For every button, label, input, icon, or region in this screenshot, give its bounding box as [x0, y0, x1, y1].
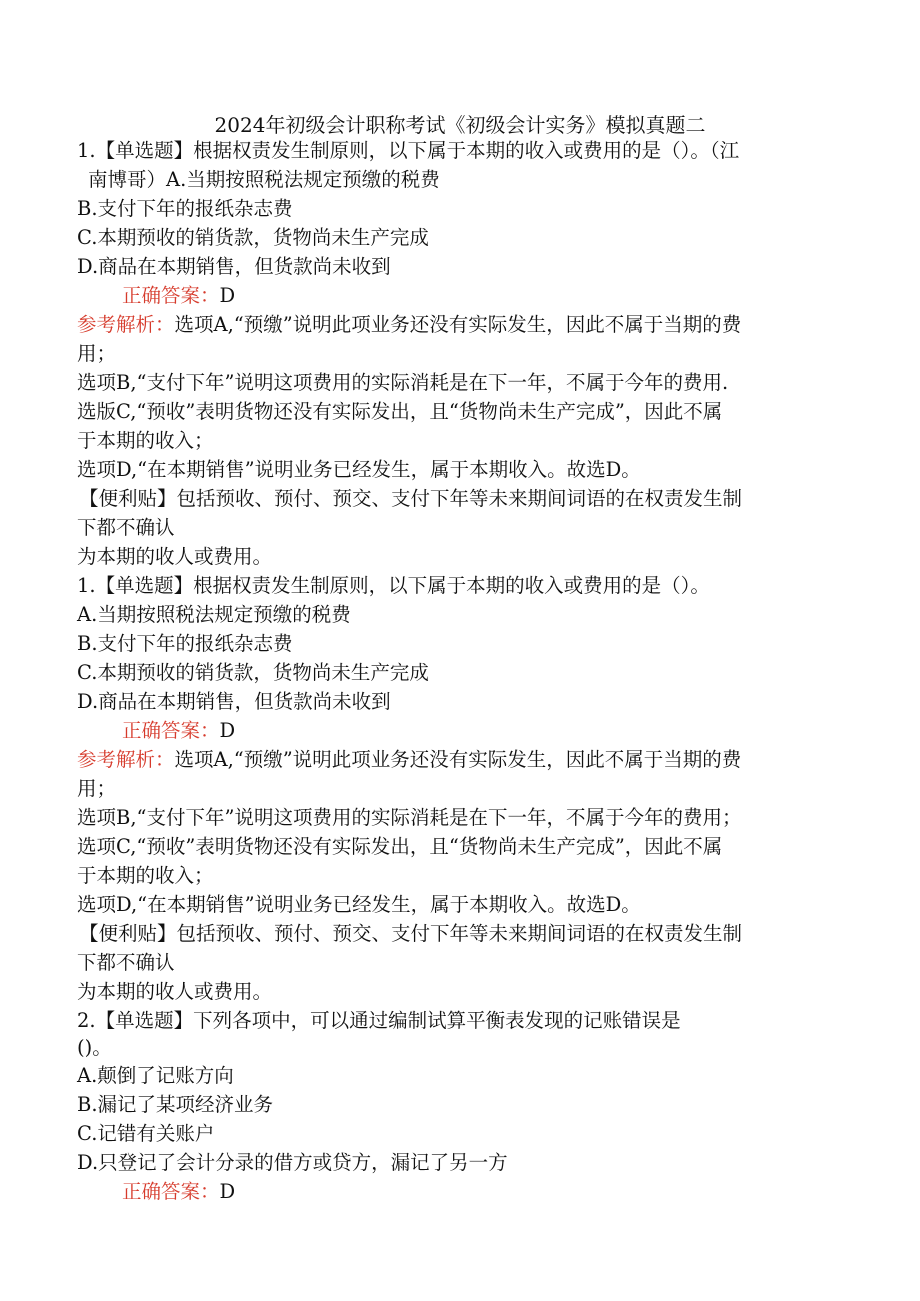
correct-answer: [77, 281, 847, 310]
option-c: C.记错有关账户: [77, 1122, 215, 1145]
correct-answer: [77, 1177, 847, 1206]
analysis-line: 选项C,“预收”表明货物还没有实际发出，且“货物尚未生产完成”，因此不属: [77, 835, 723, 858]
tip-line: 【便利贴】包括预收、预付、预交、支付下年等未来期间词语的在权责发生制: [79, 922, 743, 945]
analysis-line: 选项D,“在本期销售”说明业务已经发生，属于本期收入。故选D。: [77, 893, 641, 916]
option-b: B.支付下年的报纸杂志费: [77, 197, 293, 220]
analysis-line: 用；: [77, 342, 117, 365]
option-b: B.支付下年的报纸杂志费: [77, 632, 293, 655]
answer-label: 正确答案：: [122, 284, 220, 307]
tip-line: 为本期的收人或费用。: [77, 980, 273, 1003]
option-a: A.颠倒了记账方向: [77, 1064, 234, 1087]
option-d: D.商品在本期销售，但货款尚未收到: [77, 255, 391, 278]
question-stem-line: ()。: [77, 1036, 112, 1059]
analysis-line: 选项B,“支付下年”说明这项费用的实际消耗是在下一年，不属于今年的费用；: [77, 806, 742, 829]
analysis-line: 选项D,“在本期销售”说明业务已经发生，属于本期收入。故选D。: [77, 458, 641, 481]
question-2: [77, 1006, 847, 1206]
option-d: D.商品在本期销售，但货款尚未收到: [77, 690, 391, 713]
analysis-line: 选项B,“支付下年”说明这项费用的实际消耗是在下一年，不属于今年的费用.: [77, 371, 729, 394]
document-body: [77, 136, 847, 1206]
answer-value: D: [219, 1180, 236, 1203]
tip-line: 下都不确认: [77, 951, 175, 974]
option-d: D.只登记了会计分录的借方或贷方，漏记了另一方: [77, 1151, 508, 1174]
option-c: C.本期预收的销货款，货物尚未生产完成: [77, 226, 429, 249]
analysis-line: [77, 745, 847, 774]
option-a: A.当期按照税法规定预缴的税费: [77, 603, 351, 626]
question-stem-line: 2.【单选题】下列各项中，可以通过编制试算平衡表发现的记账错误是: [77, 1009, 681, 1032]
tip-line: 下都不确认: [77, 516, 175, 539]
analysis-text: 选项A,“预缴”说明此项业务还没有实际发生，因此不属于当期的费: [174, 748, 742, 771]
correct-answer: [77, 716, 847, 745]
analysis-line: 选版C,“预收”表明货物还没有实际发出，且“货物尚未生产完成”，因此不属: [77, 400, 723, 423]
answer-label: 正确答案：: [122, 719, 220, 742]
question-stem-line: 南博哥）A.当期按照税法规定预缴的税费: [88, 168, 440, 191]
answer-value: D: [219, 284, 236, 307]
question-1b: [77, 571, 847, 1006]
analysis-label: 参考解析：: [77, 748, 175, 771]
question-1a: [77, 136, 847, 571]
option-c: C.本期预收的销货款，货物尚未生产完成: [77, 661, 429, 684]
tip-line: 为本期的收人或费用。: [77, 545, 273, 568]
analysis-label: 参考解析：: [77, 313, 175, 336]
document-title: 2024年初级会计职称考试《初级会计实务》模拟真题二: [214, 113, 706, 137]
analysis-line: 于本期的收入；: [77, 429, 214, 452]
answer-label: 正确答案：: [122, 1180, 220, 1203]
analysis-line: 用；: [77, 777, 117, 800]
analysis-line: 于本期的收入；: [77, 864, 214, 887]
analysis-line: [77, 310, 847, 339]
tip-line: 【便利贴】包括预收、预付、预交、支付下年等未来期间词语的在权责发生制: [79, 487, 743, 510]
option-b: B.漏记了某项经济业务: [77, 1093, 274, 1116]
analysis-text: 选项A,“预缴”说明此项业务还没有实际发生，因此不属于当期的费: [174, 313, 742, 336]
question-stem-line: 1.【单选题】根据权责发生制原则，以下属于本期的收入或费用的是（）。: [77, 574, 710, 597]
question-stem-line: 1.【单选题】根据权责发生制原则，以下属于本期的收入或费用的是（）。（江: [77, 139, 740, 162]
answer-value: D: [219, 719, 236, 742]
